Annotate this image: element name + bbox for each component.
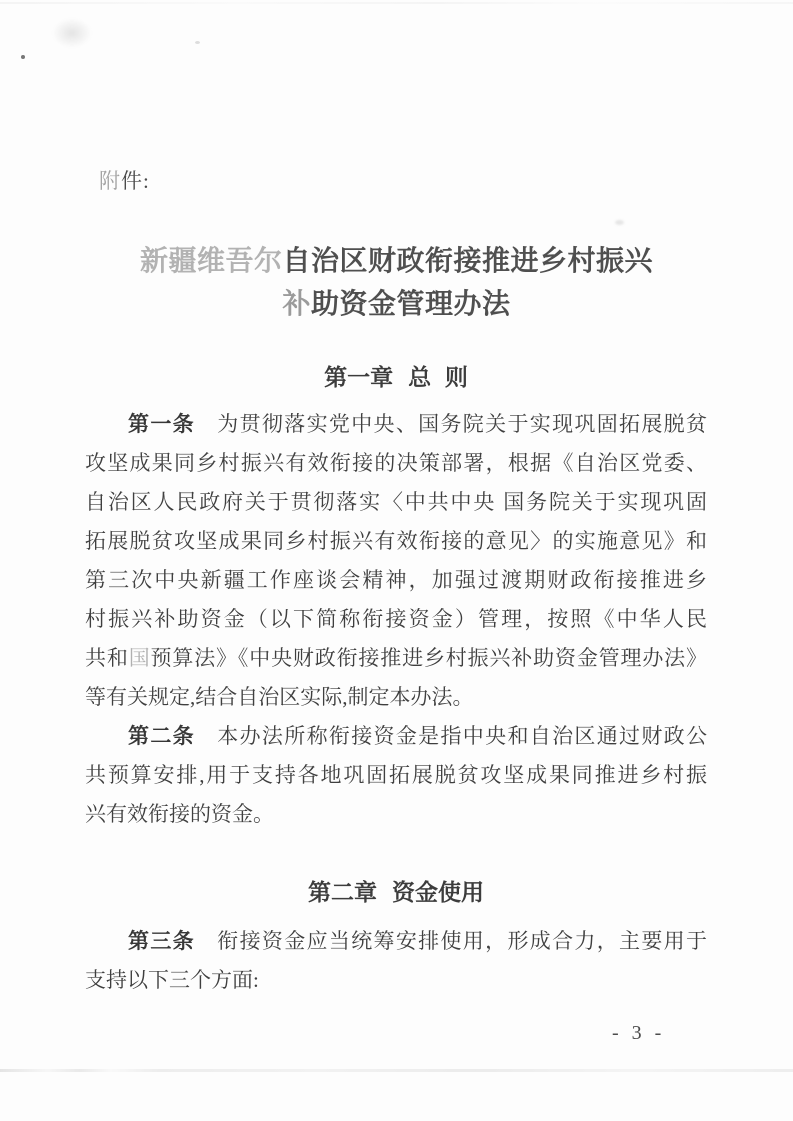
page-number: - 3 - [612,1022,666,1044]
title-line-1-main: 自治区财政衔接推进乡村振兴 [282,246,654,277]
text-line [85,639,707,678]
article-3-line-1: 衔接资金应当统筹安排使用，形成合力，主要用于 [215,929,708,953]
title-line-2-faded: 补 [282,289,311,320]
text-line [85,922,707,961]
text-line: 兴有效衔接的资金。 [85,802,274,826]
attachment-label-faded: 附 [99,169,121,193]
text-segment: 预算法》《中央财政衔接推进乡村振兴补助资金管理办法》 [150,646,708,670]
text-line: 拓展脱贫攻坚成果同乡村振兴有效衔接的意见〉的实施意见》和 [85,529,707,553]
text-segment-faded: 国 [128,646,151,670]
scan-line-artifact [0,1069,793,1072]
text-line: 第三次中央新疆工作座谈会精神，加强过渡期财政衔接推进乡 [85,568,707,592]
scan-speck [21,55,25,59]
text-line: 村振兴补助资金（以下简称衔接资金）管理，按照《中华人民 [85,607,707,631]
scan-smudge [52,18,92,48]
chapter-2-heading [85,878,707,908]
scan-speck [195,41,200,44]
chapter-1-title: 总 则 [408,365,468,390]
document-title [0,240,793,326]
title-line-2 [0,283,793,326]
chapter-1-number: 第一章 [324,365,394,390]
title-line-1 [0,240,793,283]
article-1-label: 第一条 [128,412,195,436]
article-3-label: 第三条 [128,929,195,953]
article-2-label: 第二条 [128,724,195,748]
article-1-line-1: 为贯彻落实党中央、国务院关于实现巩固拓展脱贫 [215,412,708,436]
chapter-1-heading [85,363,707,393]
scan-edge-artifact [0,2,793,4]
text-line: 攻坚成果同乡村振兴有效衔接的决策部署，根据《自治区党委、 [85,451,707,475]
article-2-line-1: 本办法所称衔接资金是指中央和自治区通过财政公 [215,724,708,748]
scan-smudge [615,220,624,225]
attachment-label-text: 件: [121,169,150,193]
text-line [85,405,707,444]
title-line-2-main: 助资金管理办法 [311,289,511,320]
text-line [85,717,707,756]
text-line: 支持以下三个方面: [85,968,259,992]
title-line-1-faded: 新疆维吾尔 [139,246,283,277]
text-segment: 共和 [85,646,129,670]
chapter-2-title: 资金使用 [392,880,484,905]
attachment-label [99,165,150,195]
text-line: 等有关规定,结合自治区实际,制定本办法。 [85,685,474,709]
chapter-2-number: 第二章 [308,880,377,905]
document-body [85,363,707,1000]
text-line: 自治区人民政府关于贯彻落实〈中共中央 国务院关于实现巩固 [85,490,707,514]
text-line: 共预算安排,用于支持各地巩固拓展脱贫攻坚成果同推进乡村振 [85,763,707,787]
